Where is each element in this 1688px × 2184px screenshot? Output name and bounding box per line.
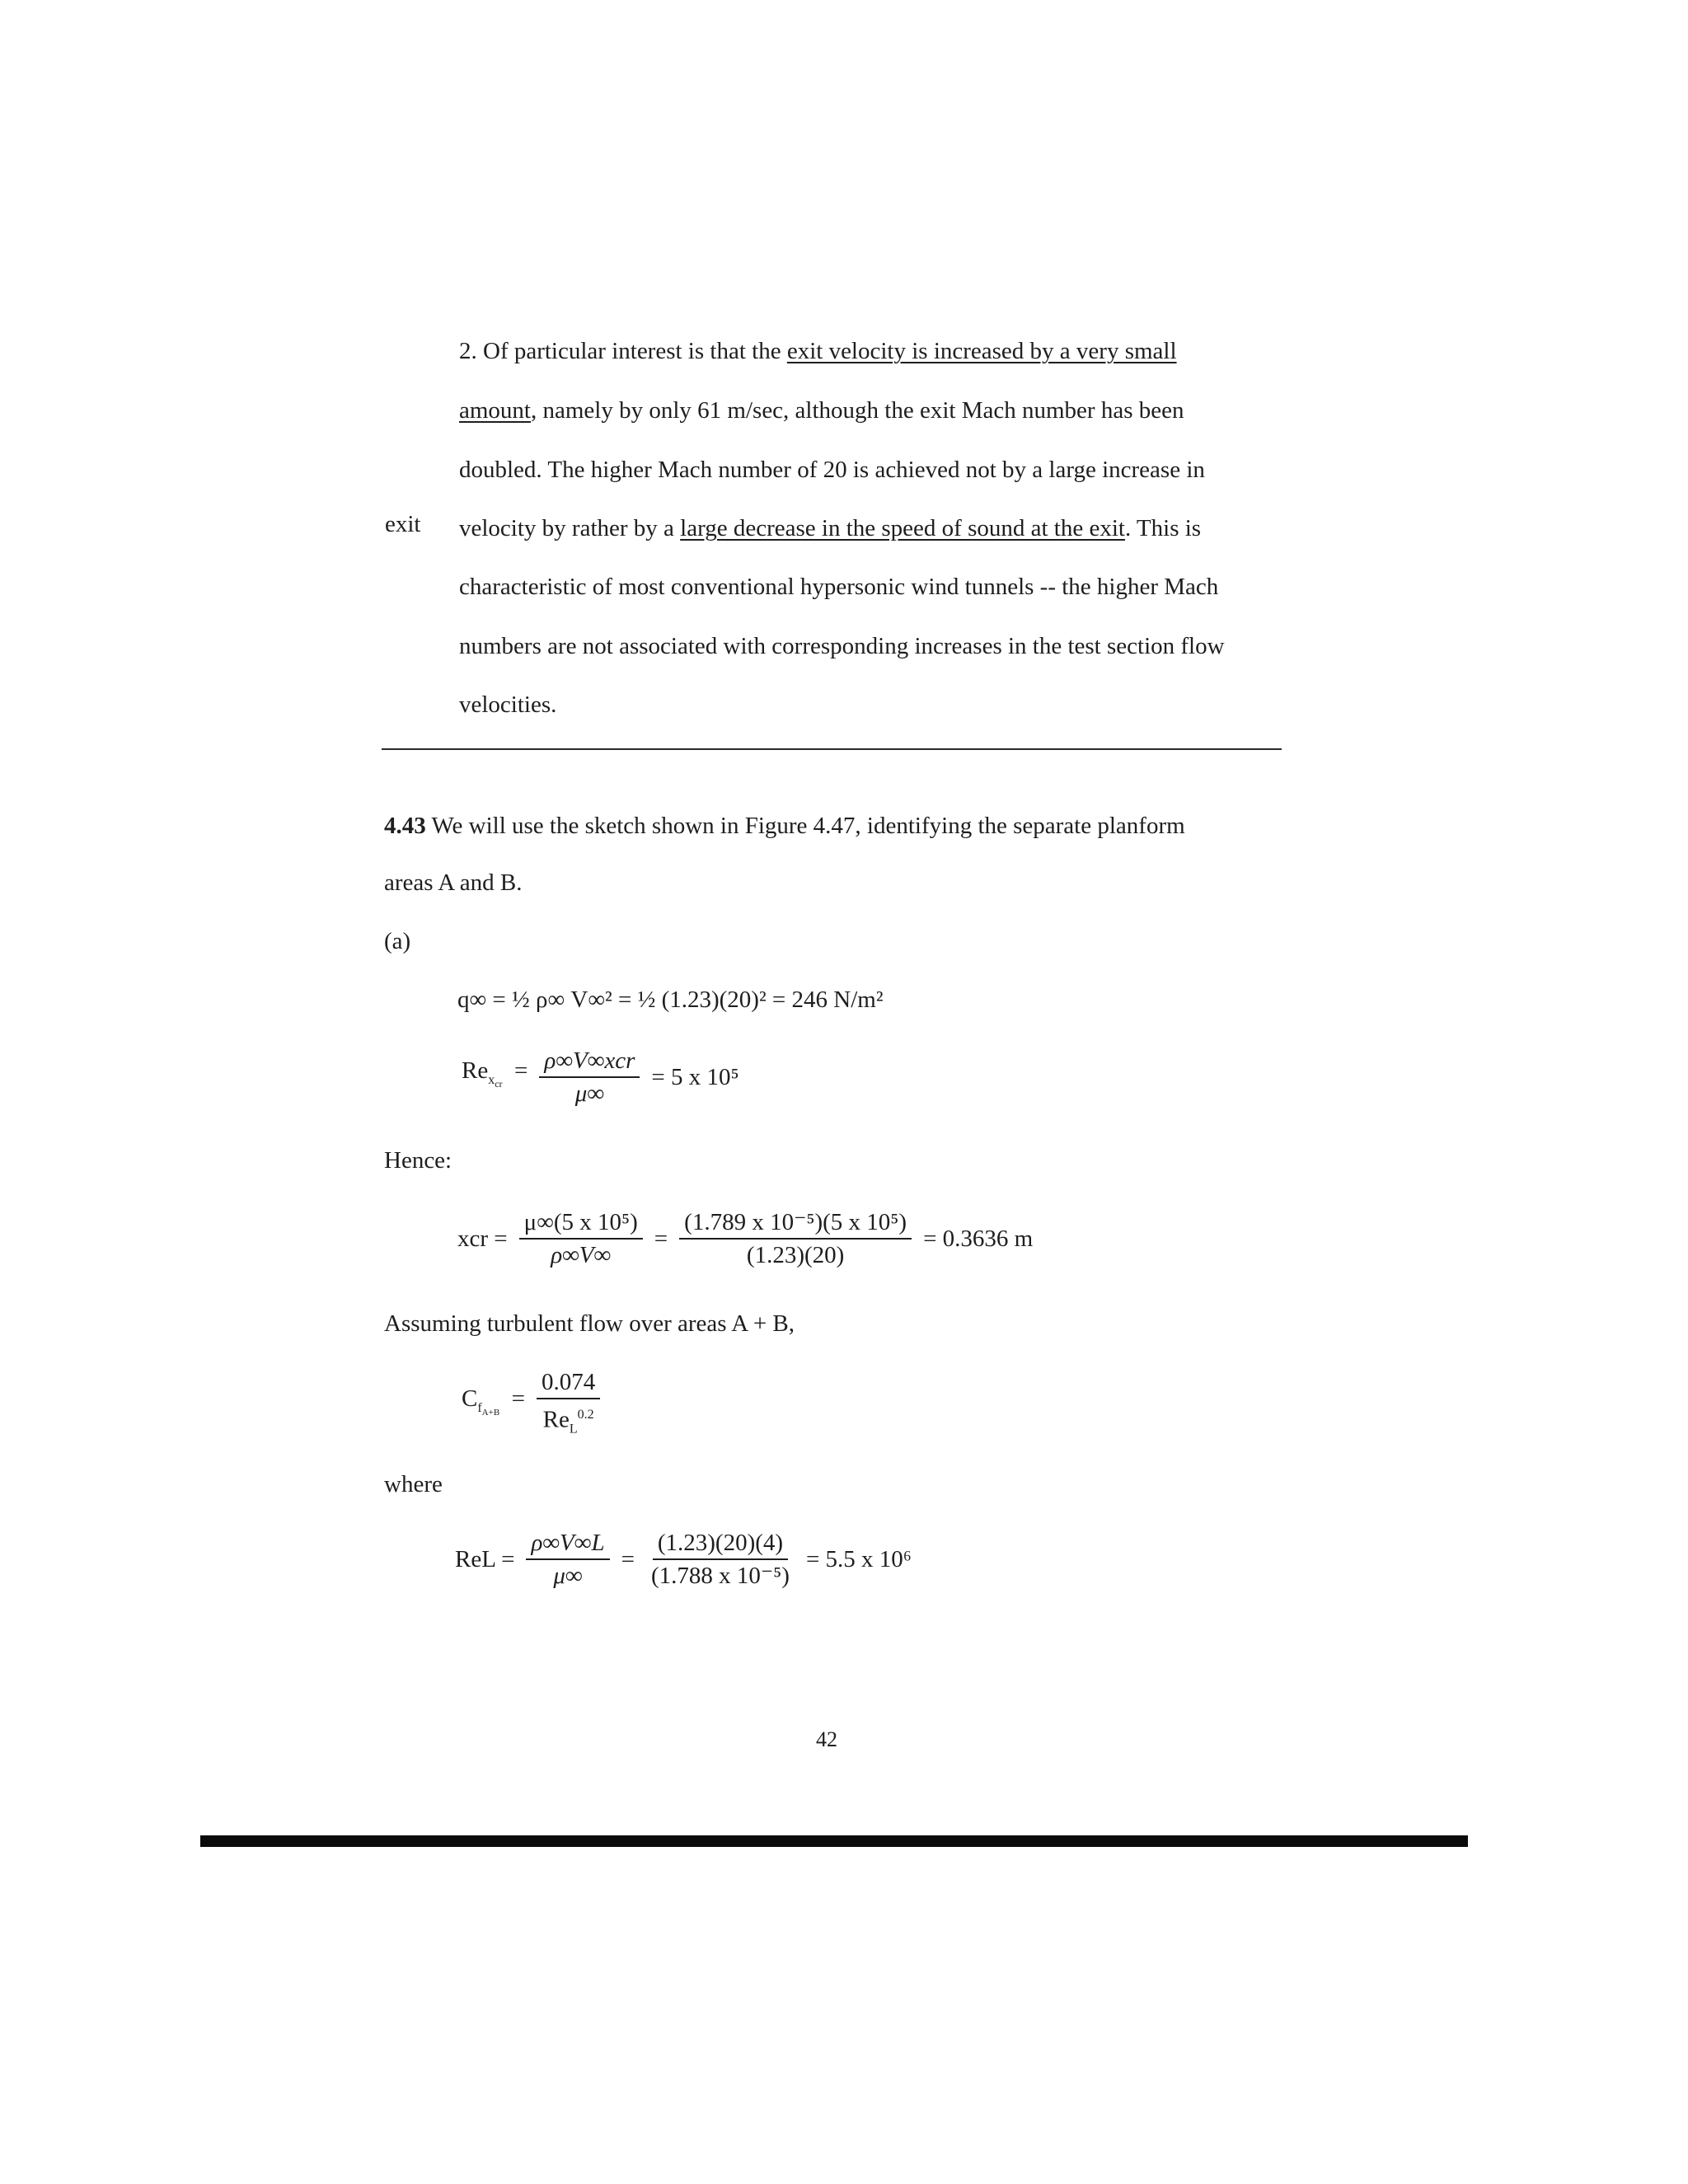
hence-label: Hence: <box>384 1147 452 1174</box>
re-x-fraction <box>539 1047 640 1108</box>
equals-sign: = <box>654 1226 668 1252</box>
line-text: velocity by rather by a <box>459 515 681 541</box>
rel-fraction-1 <box>526 1529 609 1590</box>
xcr-rhs: = 0.3636 m <box>923 1226 1034 1252</box>
problem-intro-line-2: areas A and B. <box>384 869 523 896</box>
line-text: , namely by only 61 m/sec, although the exit Mach number has been <box>531 397 1184 424</box>
line-text: characteristic of most conventional hypersonic wind tunnels -- the higher Mach <box>459 574 1219 600</box>
xcr-lhs: xcr = <box>457 1226 508 1252</box>
point-2-line <box>459 572 1218 602</box>
rel-denominator-1: μ∞ <box>553 1563 583 1589</box>
point-2-line <box>459 455 1205 485</box>
line-text: numbers are not associated with corresponding increases in the test section flow <box>459 633 1225 659</box>
rel-lhs: ReL = <box>455 1546 515 1572</box>
rel-numerator-1: ρ∞V∞L <box>526 1529 609 1560</box>
point-2-line <box>459 336 1177 366</box>
margin-note-exit: exit <box>385 511 421 537</box>
rel-numerator-2: (1.23)(20)(4) <box>653 1529 788 1560</box>
rel-denominator-2: (1.788 x 10⁻⁵) <box>650 1563 790 1589</box>
re-x-numerator: ρ∞V∞xcr <box>539 1047 640 1078</box>
line-text: 2. Of particular interest is that the <box>459 338 787 364</box>
where-label: where <box>384 1471 443 1497</box>
point-2-line <box>459 513 1201 543</box>
xcr-numerator-2: (1.789 x 10⁻⁵)(5 x 10⁵) <box>679 1208 912 1240</box>
eq-skin-friction <box>462 1368 600 1443</box>
problem-number: 4.43 <box>384 813 426 839</box>
line-text: velocities. <box>459 691 557 718</box>
cf-fraction <box>537 1368 600 1443</box>
eq-reynolds-xcr <box>462 1047 739 1108</box>
underlined-text: exit velocity is increased by a very small <box>786 338 1177 364</box>
xcr-denominator-2: (1.23)(20) <box>746 1242 845 1268</box>
part-label: (a) <box>384 928 411 954</box>
footer-bar <box>200 1835 1468 1847</box>
problem-intro-text: We will use the sketch shown in Figure 4.47, identifying the separate planform <box>425 813 1185 839</box>
rel-rhs: = 5.5 x 10⁶ <box>805 1546 912 1572</box>
equals-sign: = <box>621 1546 635 1572</box>
assuming-turbulent-text: Assuming turbulent flow over areas A + B, <box>384 1310 795 1337</box>
eq-reynolds-length <box>455 1529 912 1590</box>
underlined-text: amount <box>459 397 531 424</box>
line-text: doubled. The higher Mach number of 20 is achieved not by a large increase in <box>459 457 1205 483</box>
point-2-line <box>459 396 1184 425</box>
xcr-fraction-1 <box>519 1208 643 1269</box>
eq-dynamic-pressure: q∞ = ½ ρ∞ V∞² = ½ (1.23)(20)² = 246 N/m² <box>457 987 884 1013</box>
point-2-line <box>459 631 1225 661</box>
page-number: 42 <box>816 1727 837 1751</box>
xcr-numerator-1: μ∞(5 x 10⁵) <box>519 1208 643 1240</box>
xcr-fraction-2 <box>679 1208 912 1269</box>
cf-lhs: $C_{f_{A+B}}$ = <box>462 1385 526 1418</box>
re-x-denominator: μ∞ <box>574 1080 605 1107</box>
underlined-text: large decrease in the speed of sound at the exit <box>680 515 1125 541</box>
line-text: . This is <box>1124 515 1202 541</box>
rel-fraction-2 <box>646 1529 795 1590</box>
re-x-lhs: $Re_{x_{cr}}$ = <box>462 1057 528 1090</box>
section-divider <box>382 748 1282 750</box>
xcr-denominator-1: ρ∞V∞ <box>551 1242 612 1268</box>
cf-numerator: 0.074 <box>537 1368 600 1399</box>
problem-intro-line-1 <box>384 811 1185 841</box>
re-x-rhs: = 5 x 10⁵ <box>651 1064 739 1090</box>
cf-denominator: $Re_L^{0.2}$ <box>542 1406 594 1436</box>
eq-xcr <box>457 1208 1033 1269</box>
point-2-line <box>459 690 556 719</box>
